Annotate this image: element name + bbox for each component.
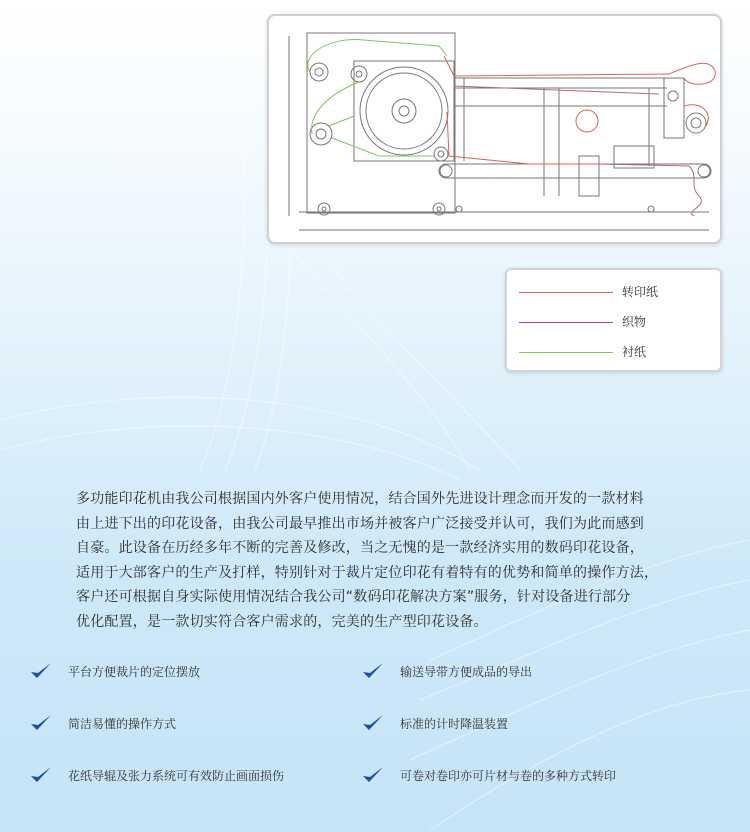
legend-item-backing-paper: [519, 342, 714, 362]
description-line: 客户还可根据自身实际使用情况结合我公司“数码印花解决方案”服务，针对设备进行部分: [76, 589, 631, 605]
description-line: 适用于大部客户的生产及打样，特别针对于裁片定位印花有着特有的优势和简单的操作方法，: [76, 564, 659, 581]
legend-label: 衬纸: [622, 345, 647, 359]
product-description: [76, 487, 676, 634]
feature-label: 可卷对卷印亦可片材与卷的多种方式转印: [400, 769, 617, 783]
check-icon: [30, 713, 52, 733]
description-line: 多功能印花机由我公司根据国内外客户使用情况，结合国外先进设计理念而开发的一款材料: [76, 491, 644, 507]
legend-swatch: [519, 292, 613, 293]
feature-label: 标准的计时降温装置: [400, 717, 509, 731]
legend-swatch: [519, 352, 613, 353]
check-icon: [30, 661, 52, 681]
check-icon: [30, 765, 52, 785]
check-icon: [362, 765, 384, 785]
legend-item-transfer-paper: [519, 282, 714, 302]
feature-label: 输送导带方便成品的导出: [400, 665, 533, 679]
description-line: 由上进下出的印花设备，由我公司最早推出市场并被客户广泛接受并认可，我们为此而感到: [76, 515, 644, 532]
description-line: 自豪。此设备在历经多年不断的完善及修改，当之无愧的是一款经济实用的数码印花设备，: [76, 540, 644, 556]
machine-diagram: [267, 14, 722, 244]
legend-label: 转印纸: [622, 285, 659, 299]
feature-label: 花纸导辊及张力系统可有效防止画面损伤: [68, 769, 285, 783]
description-line: 优化配置，是一款切实符合客户需求的，完美的生产型印花设备。: [76, 613, 488, 630]
feature-label: 简洁易懂的操作方式: [68, 717, 177, 731]
legend-label: 织物: [622, 315, 647, 329]
check-icon: [362, 713, 384, 733]
legend-swatch: [519, 322, 613, 323]
legend-item-fabric: [519, 312, 714, 332]
check-icon: [362, 661, 384, 681]
feature-label: 平台方便裁片的定位摆放: [68, 665, 201, 679]
printing-machine-schematic-icon: [269, 16, 720, 242]
diagram-legend: [505, 268, 722, 372]
